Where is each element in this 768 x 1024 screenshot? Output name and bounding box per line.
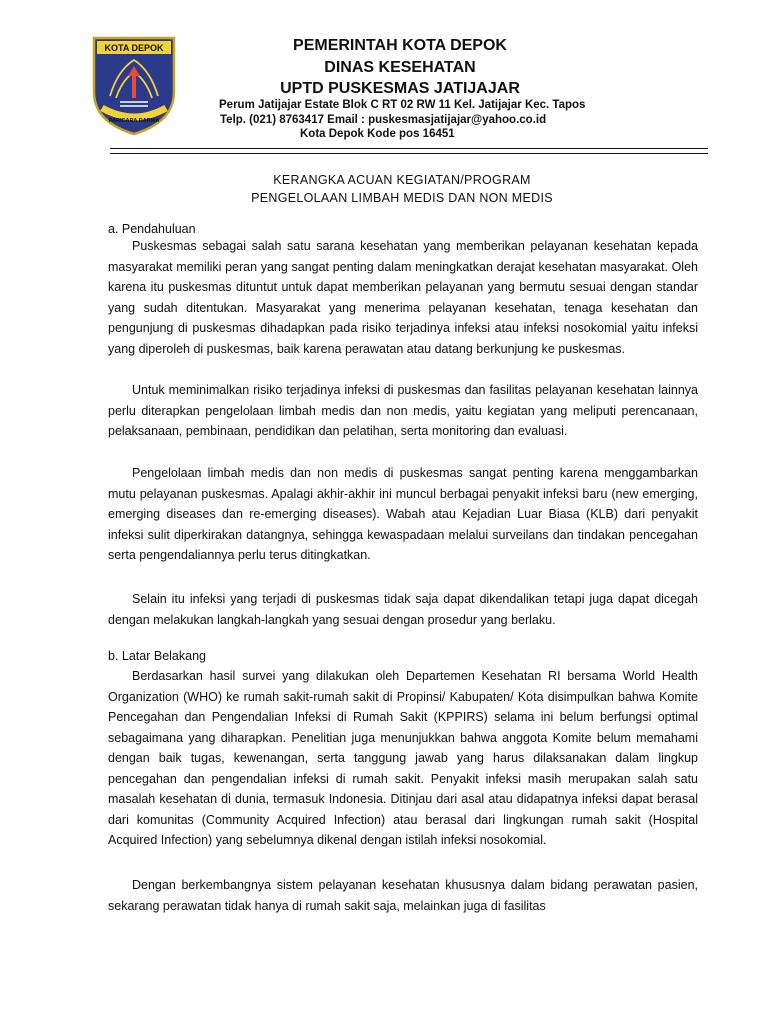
letterhead-city: Kota Depok Kode pos 16451 (300, 128, 455, 140)
logo-motto: PARICARA DARMA (108, 118, 160, 124)
document-title-line2: PENGELOLAAN LIMBAH MEDIS DAN NON MEDIS (251, 191, 553, 205)
section-a-paragraph-1: Puskesmas sebagai salah satu sarana kesehatan yang memberikan pelayanan kesehatan kepada masyarakat memiliki peran yang sangat penting dalam meningkatkan derajat kesehatan masyarakat. Oleh karena itu puskesmas dituntut untuk dapat memberikan pelayanan yang bermutu sesuai dengan standar yang sudah ditentukan. Masyarakat yang menerima pelayanan kesehatan, tenaga kesehatan dan pengunjung di puskesmas dihadapkan pada risiko terjadinya infeksi atau infeksi nosokomial yaitu infeksi yang diperoleh di puskesmas, baik karena perawatan atau datang berkunjung ke puskesmas. (108, 239, 698, 356)
section-a-paragraph-3: Pengelolaan limbah medis dan non medis di puskesmas sangat penting karena menggambarkan mutu pelayanan puskesmas. Apalagi akhir-akhir ini muncul berbagai penyakit infeksi baru (new emerging, emerging diseases dan re-emerging diseases). Wabah atau Kejadian Luar Biasa (KLB) dari penyakit infeksi sulit diperkirakan datangnya, sehingga kewaspadaan melalui surveilans dan tindakan pencegahan serta pengendaliannya perlu terus ditingkatkan. (108, 466, 698, 562)
document-title-line1: KERANGKA ACUAN KEGIATAN/PROGRAM (273, 173, 531, 187)
letterhead-department: DINAS KESEHATAN (324, 59, 476, 76)
section-a-paragraph-4: Selain itu infeksi yang terjadi di puskesmas tidak saja dapat dikendalikan tetapi juga dapat dicegah dengan melakukan langkah-langkah yang sesuai dengan prosedur yang berlaku. (108, 592, 698, 627)
letterhead-rule-thick (110, 148, 708, 149)
section-b-heading: b. Latar Belakang (108, 649, 206, 663)
letterhead-contact: Telp. (021) 8763417 Email : puskesmasjatijajar@yahoo.co.id (220, 114, 547, 126)
section-b-paragraph-2: Dengan berkembangnya sistem pelayanan kesehatan khususnya dalam bidang perawatan pasien, sekarang perawatan tidak hanya di rumah sakit saja, melainkan juga di fasilitas (108, 878, 698, 913)
section-a-paragraph-2: Untuk meminimalkan risiko terjadinya infeksi di puskesmas dan fasilitas pelayanan kesehatan lainnya perlu diterapkan pengelolaan limbah medis dan non medis, yaitu kegiatan yang meliputi perencanaan, pelaksanaan, pembinaan, pendidikan dan pelatihan, serta monitoring dan evaluasi. (108, 383, 698, 438)
letterhead-government: PEMERINTAH KOTA DEPOK (293, 37, 507, 54)
logo-label: KOTA DEPOK (104, 43, 164, 53)
section-a-heading: a. Pendahuluan (108, 222, 196, 236)
section-b-paragraph-1: Berdasarkan hasil survei yang dilakukan oleh Departemen Kesehatan RI bersama World Health Organization (WHO) ke rumah sakit-rumah sakit di Propinsi/ Kabupaten/ Kota disimpulkan bahwa Komite Pencegahan dan Pengendalian Infeksi di Rumah Sakit (KPPIRS) selama ini belum berfungsi optimal sebagaimana yang diharapkan. Penelitian juga menunjukkan bahwa anggota Komite belum memahami dengan baik tugas, kewenangan, serta tanggung jawab yang harus dilaksanakan dalam lingkup pencegahan dan pengendalian infeksi di rumah sakit. Penyakit infeksi masih merupakan salah satu masalah kesehatan di dunia, termasuk Indonesia. Ditinjau dari asal atau didapatnya infeksi dapat berasal dari komunitas (Community Acquired Infection) atau berasal dari lingkungan rumah sakit (Hospital Acquired Infection) yang sebelumnya dikenal dengan istilah infeksi nosokomial. (108, 669, 698, 847)
letterhead-address: Perum Jatijajar Estate Blok C RT 02 RW 11 Kel. Jatijajar Kec. Tapos (219, 99, 586, 111)
letterhead-rule-thin (110, 153, 708, 154)
letterhead-institution: UPTD PUSKESMAS JATIJAJAR (280, 80, 520, 97)
